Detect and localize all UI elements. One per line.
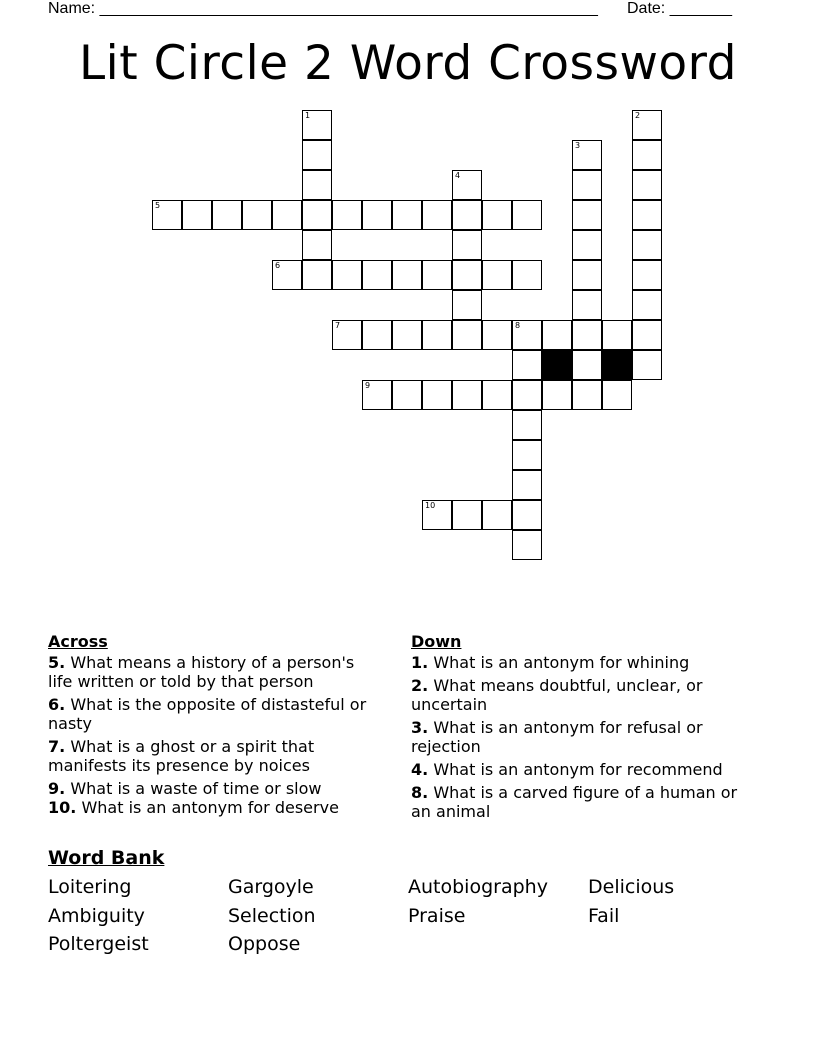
clue-text: What is an antonym for deserve <box>81 798 339 817</box>
grid-cell[interactable] <box>512 530 542 560</box>
grid-cell[interactable] <box>212 200 242 230</box>
clue-number: 2. <box>411 676 429 695</box>
grid-cell[interactable] <box>542 380 572 410</box>
clue-text: What is a ghost or a spirit that manifests its presence by noices <box>48 737 315 775</box>
clue-number-label: 8 <box>515 321 521 330</box>
grid-cell[interactable] <box>512 260 542 290</box>
clue-down-3 <box>411 718 756 756</box>
grid-cell[interactable] <box>302 170 332 200</box>
clue-number-label: 6 <box>275 261 281 270</box>
grid-cell[interactable] <box>272 260 302 290</box>
grid-cell[interactable] <box>632 290 662 320</box>
grid-cell[interactable] <box>422 260 452 290</box>
grid-block <box>602 350 632 380</box>
clue-number-label: 4 <box>455 171 461 180</box>
grid-cell[interactable] <box>572 170 602 200</box>
clue-number-label: 3 <box>575 141 581 150</box>
grid-cell[interactable] <box>572 230 602 260</box>
word-bank-item: Selection <box>228 905 316 927</box>
grid-cell[interactable] <box>392 380 422 410</box>
grid-cell[interactable] <box>272 200 302 230</box>
clue-number: 10. <box>48 798 77 817</box>
clue-down-1 <box>411 653 756 672</box>
clue-number: 6. <box>48 695 66 714</box>
grid-cell[interactable] <box>572 260 602 290</box>
grid-cell[interactable] <box>332 320 362 350</box>
grid-cell[interactable] <box>302 200 332 230</box>
clue-text: What is a carved figure of a human or an animal <box>411 783 738 821</box>
clue-down-2 <box>411 676 756 714</box>
clue-text: What is the opposite of distasteful or nasty <box>48 695 367 733</box>
grid-cell[interactable] <box>452 290 482 320</box>
clue-text: What means a history of a person's life written or told by that person <box>48 653 355 691</box>
clue-across-6 <box>48 695 383 733</box>
grid-cell[interactable] <box>392 260 422 290</box>
grid-cell[interactable] <box>302 140 332 170</box>
clue-down-4 <box>411 760 756 779</box>
word-bank-item: Loitering <box>48 876 132 898</box>
clue-number: 4. <box>411 760 429 779</box>
down-heading: Down <box>411 632 462 651</box>
grid-cell[interactable] <box>242 200 272 230</box>
grid-cell[interactable] <box>632 260 662 290</box>
word-bank-item: Autobiography <box>408 876 548 898</box>
clue-number: 5. <box>48 653 66 672</box>
clue-number: 3. <box>411 718 429 737</box>
name-field[interactable]: Name: ________________________________________________________ <box>48 0 598 17</box>
word-bank-item: Oppose <box>228 933 301 955</box>
grid-block <box>542 350 572 380</box>
clue-text: What is an antonym for refusal or rejection <box>411 718 703 756</box>
clue-number-label: 7 <box>335 321 341 330</box>
clue-number: 9. <box>48 779 66 798</box>
grid-cell[interactable] <box>362 200 392 230</box>
grid-cell[interactable] <box>482 200 512 230</box>
grid-cell[interactable] <box>392 200 422 230</box>
grid-cell[interactable] <box>452 260 482 290</box>
grid-cell[interactable] <box>572 290 602 320</box>
grid-cell[interactable] <box>512 470 542 500</box>
grid-cell[interactable] <box>452 200 482 230</box>
clue-down-8 <box>411 783 756 821</box>
grid-cell[interactable] <box>632 200 662 230</box>
grid-cell[interactable] <box>512 500 542 530</box>
grid-cell[interactable] <box>452 320 482 350</box>
grid-cell[interactable] <box>512 320 542 350</box>
grid-cell[interactable] <box>632 320 662 350</box>
grid-cell[interactable] <box>392 320 422 350</box>
grid-cell[interactable] <box>632 350 662 380</box>
grid-cell[interactable] <box>632 140 662 170</box>
grid-cell[interactable] <box>302 230 332 260</box>
grid-cell[interactable] <box>632 230 662 260</box>
grid-cell[interactable] <box>572 140 602 170</box>
clue-across-7 <box>48 737 383 775</box>
word-bank-item: Praise <box>408 905 466 927</box>
grid-cell[interactable] <box>512 380 542 410</box>
grid-cell[interactable] <box>452 500 482 530</box>
grid-cell[interactable] <box>512 350 542 380</box>
across-heading: Across <box>48 632 108 651</box>
grid-cell[interactable] <box>362 260 392 290</box>
grid-cell[interactable] <box>602 320 632 350</box>
date-field[interactable]: Date: _______ <box>627 0 732 17</box>
grid-cell[interactable] <box>482 500 512 530</box>
grid-cell[interactable] <box>572 200 602 230</box>
grid-cell[interactable] <box>482 320 512 350</box>
clue-text: What is a waste of time or slow <box>70 779 322 798</box>
clue-across-9 <box>48 779 383 798</box>
clue-number: 7. <box>48 737 66 756</box>
grid-cell[interactable] <box>512 200 542 230</box>
grid-cell[interactable] <box>362 320 392 350</box>
grid-cell[interactable] <box>632 110 662 140</box>
grid-cell[interactable] <box>422 500 452 530</box>
clue-text: What means doubtful, unclear, or uncertain <box>411 676 703 714</box>
grid-cell[interactable] <box>542 320 572 350</box>
grid-cell[interactable] <box>632 170 662 200</box>
clue-across-10 <box>48 798 383 817</box>
clue-number-label: 5 <box>155 201 161 210</box>
word-bank-item: Gargoyle <box>228 876 314 898</box>
grid-cell[interactable] <box>602 380 632 410</box>
clue-number-label: 10 <box>425 501 436 510</box>
grid-cell[interactable] <box>572 350 602 380</box>
clue-number: 8. <box>411 783 429 802</box>
clue-number-label: 1 <box>305 111 311 120</box>
clue-number: 1. <box>411 653 429 672</box>
grid-cell[interactable] <box>182 200 212 230</box>
grid-cell[interactable] <box>452 380 482 410</box>
across-clues <box>48 632 383 821</box>
page-title: Lit Circle 2 Word Crossword <box>79 36 737 91</box>
word-bank-heading: Word Bank <box>48 847 165 869</box>
grid-cell[interactable] <box>422 320 452 350</box>
clue-across-5 <box>48 653 383 691</box>
grid-cell[interactable] <box>302 110 332 140</box>
clue-number-label: 2 <box>635 111 641 120</box>
word-bank-item: Delicious <box>588 876 675 898</box>
grid-cell[interactable] <box>152 200 182 230</box>
grid-cell[interactable] <box>452 230 482 260</box>
clue-text: What is an antonym for recommend <box>433 760 723 779</box>
grid-cell[interactable] <box>302 260 332 290</box>
grid-cell[interactable] <box>332 260 362 290</box>
grid-cell[interactable] <box>572 380 602 410</box>
grid-cell[interactable] <box>422 200 452 230</box>
grid-cell[interactable] <box>332 200 362 230</box>
grid-cell[interactable] <box>572 320 602 350</box>
grid-cell[interactable] <box>422 380 452 410</box>
grid-cell[interactable] <box>482 260 512 290</box>
word-bank-item: Ambiguity <box>48 905 145 927</box>
grid-cell[interactable] <box>452 170 482 200</box>
grid-cell[interactable] <box>512 410 542 440</box>
grid-cell[interactable] <box>482 380 512 410</box>
grid-cell[interactable] <box>362 380 392 410</box>
clue-text: What is an antonym for whining <box>433 653 690 672</box>
down-clues <box>411 632 756 825</box>
word-bank-item: Poltergeist <box>48 933 149 955</box>
word-bank-item: Fail <box>588 905 620 927</box>
clue-number-label: 9 <box>365 381 371 390</box>
grid-cell[interactable] <box>512 440 542 470</box>
